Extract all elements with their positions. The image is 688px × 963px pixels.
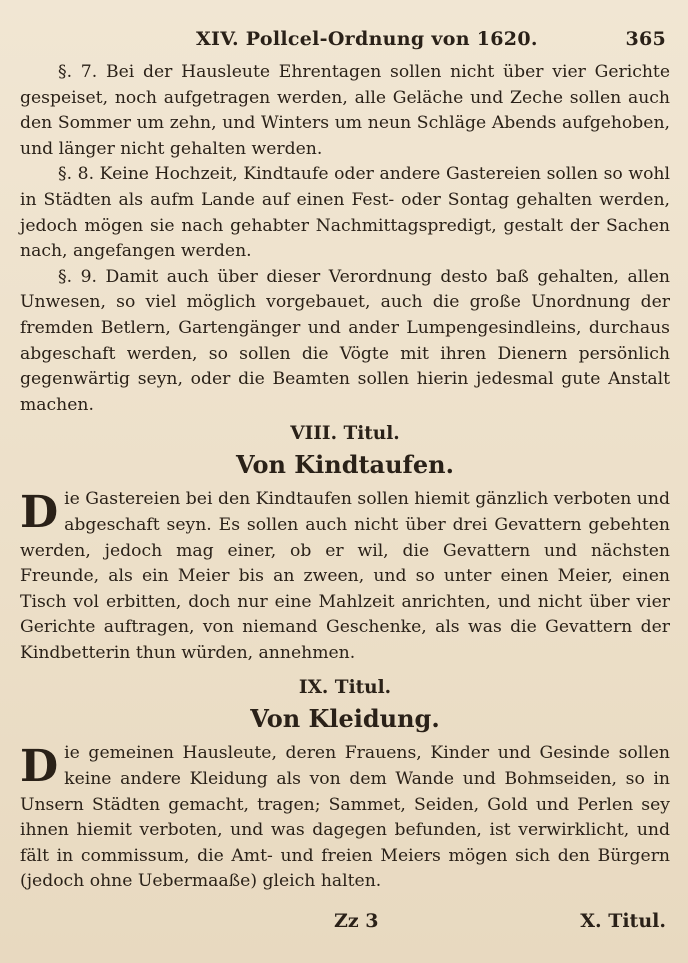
section-heading-viii: VIII. Titul. bbox=[290, 423, 400, 445]
dropcap-letter: D bbox=[20, 741, 59, 793]
catchword: X. Titul. bbox=[580, 910, 666, 932]
section-ix-text: ie gemeinen Hausleute, deren Frauens, Kinder und Gesinde sollen keine andere Kleidung als von dem Wande und Bohmseiden, so in Unsern Städten gemacht, tragen; Sammet, Seiden, Gold und Perlen sey ihnen hiemit verboten, und was dagegen befunden, ist verwirklicht, und fält in commissum, die Amt- und freien Meiers mögen sich den Bürgern (jedoch ohne Uebermaaße) gleich halten. bbox=[20, 743, 670, 892]
section-heading-ix: IX. Titul. bbox=[298, 677, 392, 699]
running-head bbox=[20, 26, 670, 60]
page-number: 365 bbox=[625, 28, 666, 50]
dropcap-letter: D bbox=[20, 487, 59, 539]
paragraph-9: §. 9. Damit auch über dieser Verordnung desto baß gehalten, allen Unwesen, so viel möglich vorgebauet, auch die große Unordnung der fremden Betlern, Gartengänger und ander Lumpengesindleins, durchaus abgeschaft werden, so sollen die Vögte mit ihren Dienern persönlich gegenwärtig seyn, oder die Beamten sollen hierin jedesmal gute Anstalt machen. bbox=[20, 266, 670, 415]
section-subheading-kleidung: Von Kleidung. bbox=[250, 704, 440, 734]
section-viii-body bbox=[20, 487, 670, 666]
section-ix-body bbox=[20, 741, 670, 895]
page-footer bbox=[20, 910, 670, 940]
paragraph-8: §. 8. Keine Hochzeit, Kindtaufe oder andere Gastereien sollen so wohl in Städten als aufm Lande auf einen Fest- oder Sontag gehalten werden, jedoch mögen sie nach gehabter Nachmittagspredigt, gestalt der Sachen nach, angefangen werden. bbox=[20, 164, 670, 262]
running-head-title: XIV. Pollcel-Ordnung von 1620. bbox=[196, 28, 538, 50]
section-viii-text: ie Gastereien bei den Kindtaufen sollen hiemit gänzlich verboten und abgeschaft seyn. Es sollen auch nicht über drei Gevattern gebehten werden, jedoch mag einer, ob er wil, die Gevattern und nächsten Freunde, als ein Meier bis an zween, und so unter einen Meier, einen Tisch vol erbitten, doch nur eine Mahlzeit anrichten, und nicht über vier Gerichte auftragen, von niemand Geschenke, als was die Gevattern der Kindbetterin thun würden, annehmen. bbox=[20, 489, 670, 663]
signature-mark: Zz 3 bbox=[334, 910, 379, 932]
section-subheading-kindtaufen: Von Kindtaufen. bbox=[236, 450, 454, 480]
paragraph-7: §. 7. Bei der Hausleute Ehrentagen sollen nicht über vier Gerichte gespeiset, noch aufgetragen werden, alle Geläche und Zeche sollen auch den Sommer um zehn, und Winters um neun Schläge Abends aufgehoben, und länger nicht gehalten werden. bbox=[20, 62, 670, 159]
